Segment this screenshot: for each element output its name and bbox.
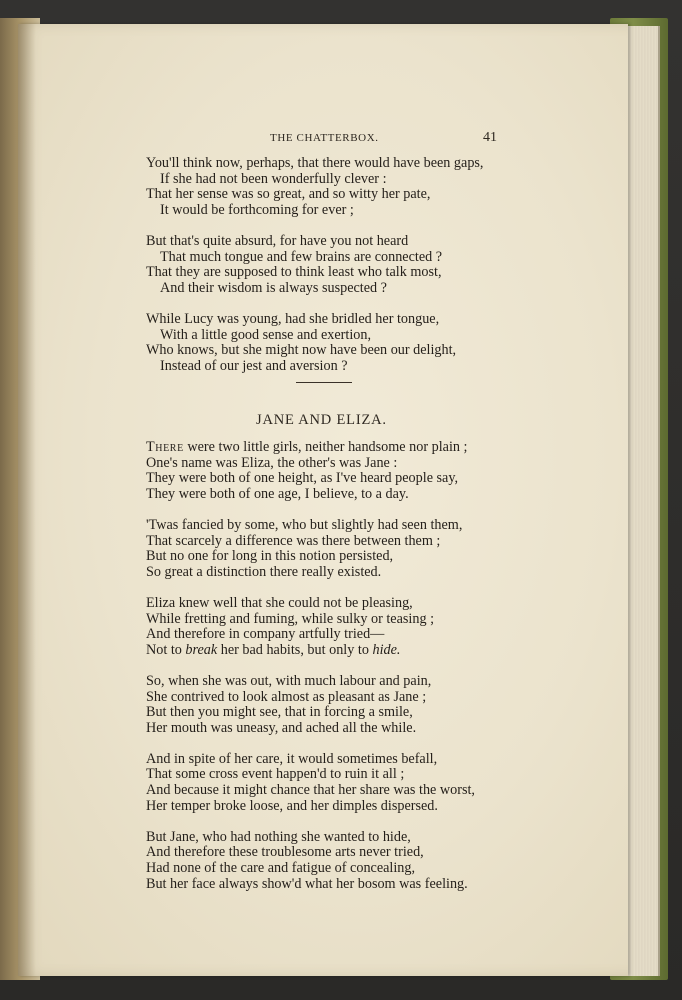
verse-line: While fretting and fuming, while sulky or teasing ; <box>146 610 435 627</box>
verse-line: And in spite of her care, it would sometimes befall, <box>146 750 438 767</box>
verse-line: 'Twas fancied by some, who but slightly had seen them, <box>146 516 463 533</box>
verse-line: And because it might chance that her share was the worst, <box>146 782 475 799</box>
verse-text: her bad habits, but only to <box>217 641 373 658</box>
verse-line: Her mouth was uneasy, and ached all the while. <box>146 719 417 736</box>
stanza <box>146 234 526 296</box>
verse-line: So, when she was out, with much labour and pain, <box>146 672 432 689</box>
verse-line: With a little good sense and exertion, <box>160 326 372 343</box>
verse-continuation <box>146 156 526 390</box>
verse-line: They were both of one height, as I've heard people say, <box>146 470 459 487</box>
verse-line: That much tongue and few brains are connected ? <box>160 248 443 265</box>
verse-line: If she had not been wonderfully clever : <box>160 170 387 187</box>
verse-line: Instead of our jest and aversion ? <box>160 357 348 374</box>
stanza <box>146 312 526 374</box>
verse-line: And therefore these troublesome arts never tried, <box>146 844 424 861</box>
page-header <box>18 130 628 150</box>
italic-word: hide. <box>372 641 401 658</box>
verse-line: But no one for long in this notion persisted, <box>146 548 394 565</box>
verse-line: One's name was Eliza, the other's was Jane : <box>146 454 398 471</box>
verse-line-text: were two little girls, neither handsome nor plain ; <box>183 439 468 455</box>
verse-line: She contrived to look almost as pleasant as Jane ; <box>146 688 427 705</box>
page-gutter-shadow <box>18 24 36 976</box>
page-number: 41 <box>483 130 497 145</box>
verse-line: You'll think now, perhaps, that there would have been gaps, <box>146 155 484 171</box>
verse-line: But her face always show'd what her bosom was feeling. <box>146 875 468 892</box>
stanza <box>146 156 526 218</box>
verse-line: While Lucy was young, had she bridled her tongue, <box>146 310 440 327</box>
book-page <box>18 24 628 976</box>
verse-line <box>146 440 526 456</box>
verse-line: And their wisdom is always suspected ? <box>160 279 387 296</box>
poem-title: JANE AND ELIZA. <box>256 412 387 428</box>
verse-line: And therefore in company artfully tried— <box>146 626 385 643</box>
verse-line: But then you might see, that in forcing a smile, <box>146 704 413 721</box>
stanza <box>146 830 526 892</box>
verse-line: That some cross event happen'd to ruin it all ; <box>146 766 405 783</box>
verse-line: Her temper broke loose, and her dimples dispersed. <box>146 797 438 814</box>
verse-line: That her sense was so great, and so witty her pate, <box>146 186 431 203</box>
stanza <box>146 518 526 580</box>
verse-line: Had none of the care and fatigue of concealing, <box>146 860 416 877</box>
stanza <box>146 596 526 658</box>
stanza <box>146 440 526 502</box>
opening-word: There <box>146 439 184 455</box>
poem-body <box>146 440 526 908</box>
verse-line: It would be forthcoming for ever ; <box>160 201 354 218</box>
verse-line: But that's quite absurd, for have you not heard <box>146 232 409 249</box>
verse-line: They were both of one age, I believe, to a day. <box>146 485 409 502</box>
verse-line: Who knows, but she might now have been our delight, <box>146 342 457 359</box>
stanza <box>146 674 526 736</box>
verse-line: That they are supposed to think least who talk most, <box>146 264 442 281</box>
verse-line: Eliza knew well that she could not be pleasing, <box>146 594 413 611</box>
stanza <box>146 752 526 814</box>
verse-line <box>146 643 526 659</box>
verse-text: Not to <box>146 641 186 658</box>
verse-line: So great a distinction there really existed. <box>146 563 382 580</box>
verse-line: But Jane, who had nothing she wanted to hide, <box>146 828 411 845</box>
italic-word: break <box>185 641 218 658</box>
running-head: THE CHATTERBOX. <box>270 132 379 144</box>
section-divider <box>296 382 352 383</box>
verse-line: That scarcely a difference was there between them ; <box>146 532 441 549</box>
